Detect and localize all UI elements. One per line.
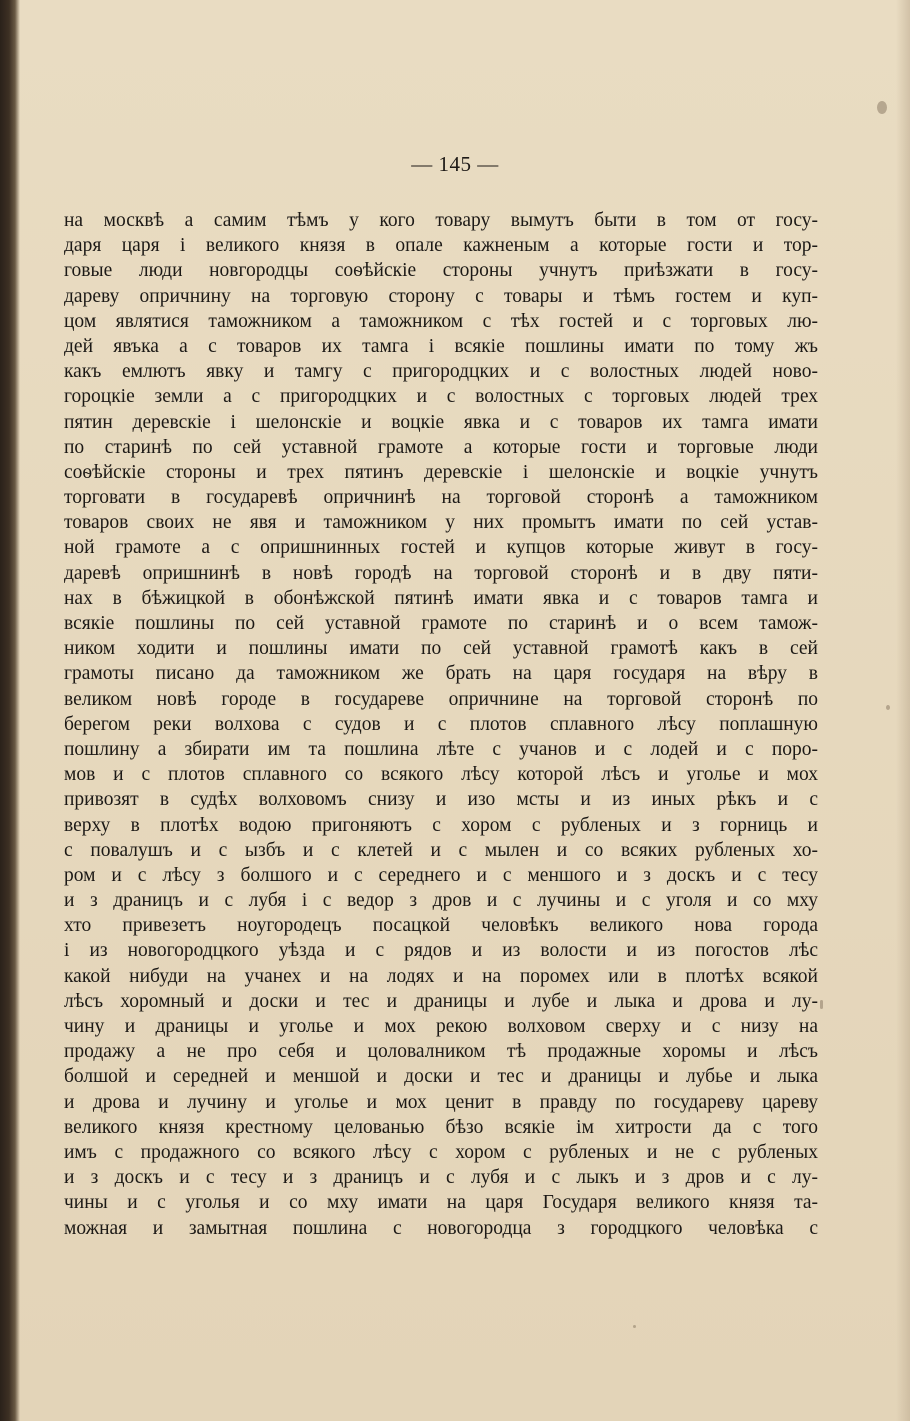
text-line: торговати в государевѣ опричнинѣ на торговой сторонѣ а таможником: [64, 487, 818, 509]
text-line: имъ с продажного со всякого лѣсу с хором с рубленых и не с рубленых: [64, 1141, 818, 1163]
text-line: лѣсъ хоромный и доски и тес и драницы и лубе и лыка и дрова и лу-: [64, 990, 818, 1012]
text-line: нах в бѣжицкой в обонѣжской пятинѣ имати явка и с товаров тамга и: [64, 587, 818, 609]
text-line: на москвѣ а самим тѣмъ у кого товару вымутъ быти в том от госу-: [64, 210, 818, 231]
text-line: ром и с лѣсу з болшого и с середнего и с меншого и з доскъ и с тесу: [64, 864, 818, 886]
text-line: великого князя крестному целованью бѣзо всякіе ім хитрости да с того: [64, 1116, 818, 1138]
text-line: всякіе пошлины по сей уставной грамоте по старинѣ и о всем тамож-: [64, 613, 818, 634]
text-line: чины и с уголья и со мху имати на царя Государя великого князя та-: [64, 1192, 818, 1214]
paper-speck: [820, 1000, 823, 1009]
paper-speck: [633, 1325, 636, 1328]
text-line: по старинѣ по сей уставной грамоте а которые гости и торговые люди: [64, 436, 818, 458]
text-line: товаров своих не явя и таможником у них промытъ имати по сей устав-: [64, 512, 818, 534]
text-line: великом новѣ городе в государеве опричнине на торговой сторонѣ по: [64, 688, 818, 710]
text-line: і из новогородцкого уѣзда и с рядов и из волости и из погостов лѣс: [64, 940, 818, 962]
text-line: продажу а не про себя и цоловалником тѣ продажные хоромы и лѣсъ: [64, 1041, 818, 1063]
text-line: верху в плотѣх водою пригоняютъ с хором с рубленых и з горниць и: [64, 814, 818, 836]
text-line: цом являтися таможником а таможником с тѣх гостей и с торговых лю-: [64, 310, 818, 332]
text-line: болшой и середней и меншой и доски и тес и драницы и лубье и лыка: [64, 1066, 818, 1088]
text-line: хто привезетъ ноугородецъ посацкой человѣкъ великого нова города: [64, 915, 818, 937]
text-line: ником ходити и пошлины имати по сей уставной грамотѣ какъ в сей: [64, 638, 818, 660]
text-line: с повалушъ и с ызбъ и с клетей и с мылен и со всяких рубленых хо-: [64, 839, 818, 861]
text-line: какъ емлютъ явку и тамгу с пригородцких и с волостных людей ново-: [64, 361, 818, 383]
text-line: чину и драницы и уголье и мох рекою волховом сверху и с низу на: [64, 1016, 818, 1037]
text-line: даревѣ опришнинѣ в новѣ городѣ на торговой сторонѣ и в дву пяти-: [64, 562, 818, 584]
text-line: ной грамоте а с опришнинных гостей и купцов которые живут в госу-: [64, 537, 818, 559]
text-line: даря царя і великого князя в опале кажненым а которые гости и тор-: [64, 235, 818, 257]
body-text: [64, 208, 818, 1241]
text-line: берегом реки волхова с судов и с плотов сплавного лѣсу поплашную: [64, 713, 818, 735]
text-line: пятин деревскіе і шелонскіе и воцкіе явка и с товаров их тамга имати: [64, 411, 818, 433]
page-number: — 145 —: [411, 152, 499, 176]
binding-edge: [0, 0, 20, 1421]
text-line: говые люди новгородцы соѳѣйскіе стороны учнутъ приѣзжати в госу-: [64, 260, 818, 282]
text-line: привозят в судѣх волховомъ снизу и изо мсты и из иных рѣкъ и с: [64, 789, 818, 811]
paper-speck: [886, 705, 890, 710]
text-line: грамоты писано да таможником же брать на царя государя на вѣру в: [64, 663, 818, 685]
text-line: пошлину а збирати им та пошлина лѣте с учанов и с лодей и с поро-: [64, 738, 818, 760]
text-line: и з доскъ и с тесу и з драницъ и с лубя и с лыкъ и з дров и с лу-: [64, 1167, 818, 1189]
text-line: соѳѣйскіе стороны и трех пятинъ деревскіе і шелонскіе и воцкіе учнутъ: [64, 461, 818, 483]
text-line: и з драницъ и с лубя і с ведор з дров и с лучины и с уголя и со мху: [64, 890, 818, 912]
text-line: какой нибуди на учанех и на лодях и на поромех или в плотѣх всякой: [64, 965, 818, 987]
paper-speck: [877, 101, 887, 114]
text-line: гороцкіе земли а с пригородцких и с волостных с торговых людей трех: [64, 386, 818, 408]
text-line: можная и замытная пошлина с новогородца з городцкого человѣка с: [64, 1217, 818, 1239]
text-line: дареву опричнину на торговую сторону с товары и тѣмъ гостем и куп-: [64, 285, 818, 307]
text-line: мов и с плотов сплавного со всякого лѣсу которой лѣсъ и уголье и мох: [64, 764, 818, 786]
page-edge-shading: [896, 0, 910, 1421]
text-line: и дрова и лучину и уголье и мох ценит в правду по государеву цареву: [64, 1091, 818, 1113]
text-line: дей явъка а с товаров их тамга і всякіе пошлины имати по тому жъ: [64, 335, 818, 357]
